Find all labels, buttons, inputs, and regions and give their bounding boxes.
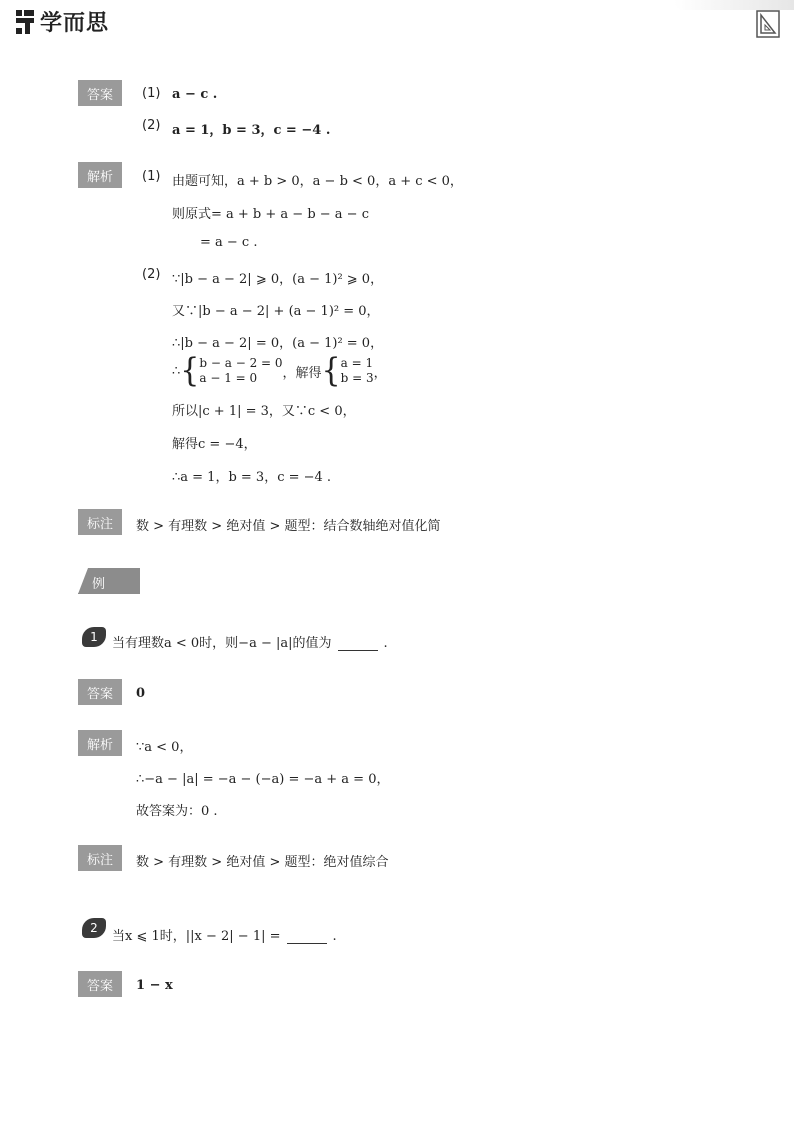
- solution-line: 故答案为：0 .: [136, 804, 218, 819]
- left-brace-icon: {: [180, 351, 200, 390]
- solution-tag: 解析: [78, 162, 122, 188]
- answer-part-1-number: (1): [142, 86, 161, 101]
- question-period: .: [383, 636, 388, 651]
- solution-line: 所以|c + 1| = 3，又∵c < 0，: [172, 404, 356, 419]
- note-tag: 标注: [78, 509, 122, 535]
- brand-mark-icon: [14, 8, 36, 36]
- question-stem: 当x ⩽ 1时，||x − 2| − 1| =: [112, 929, 281, 944]
- solution-line: ∵a < 0，: [136, 740, 193, 755]
- answer-part-1: a − c .: [172, 87, 218, 102]
- solution-line: 则原式= a + b + a − b − a − c: [172, 207, 369, 222]
- solution-line: 解得c = −4，: [172, 437, 257, 452]
- header-decoration: [674, 0, 794, 10]
- question-text: [112, 925, 337, 944]
- solution-line: 由题可知，a + b > 0，a − b < 0，a + c < 0，: [172, 174, 463, 189]
- therefore-symbol: ∴: [172, 363, 181, 379]
- question-number-badge: 1: [82, 627, 106, 647]
- question-period: .: [332, 929, 337, 944]
- question-stem: 当有理数a < 0时，则−a − |a|的值为: [112, 636, 332, 651]
- solution-line: 又∵|b − a − 2| + (a − 1)² = 0，: [172, 304, 380, 319]
- equation-system: [199, 356, 282, 386]
- brand-logo: [14, 6, 109, 37]
- equation: a = 1: [340, 356, 374, 370]
- note-text: 数 > 有理数 > 绝对值 > 题型：结合数轴绝对值化简: [136, 519, 441, 534]
- equation: a − 1 = 0: [199, 371, 258, 385]
- answer-tag: 答案: [78, 971, 122, 997]
- answer-blank: [287, 931, 327, 944]
- note-text: 数 > 有理数 > 绝对值 > 题型：绝对值综合: [136, 855, 389, 870]
- answer-value: 1 − x: [136, 978, 173, 993]
- question-number-badge: 2: [82, 918, 106, 938]
- question-text: [112, 632, 388, 651]
- brand-name: 学而思: [40, 11, 110, 36]
- solution-line: ∴a = 1，b = 3，c = −4 .: [172, 470, 332, 485]
- solution-part-1-number: (1): [142, 169, 161, 184]
- left-brace-icon: {: [321, 351, 341, 390]
- solution-part-2-number: (2): [142, 267, 161, 282]
- comma: ，: [373, 365, 387, 381]
- equation: b − a − 2 = 0: [199, 356, 283, 370]
- answer-part-2: a = 1，b = 3，c = −4 .: [172, 123, 331, 138]
- ruler-icon: [756, 10, 780, 38]
- solution-line: ∵|b − a − 2| ⩾ 0，(a − 1)² ⩾ 0，: [172, 272, 384, 287]
- solve-text: ，解得: [282, 365, 322, 381]
- solution-line: = a − c .: [200, 235, 258, 250]
- solution-tag: 解析: [78, 730, 122, 756]
- answer-tag: 答案: [78, 80, 122, 106]
- answer-tag: 答案: [78, 679, 122, 705]
- solution-line: ∴|b − a − 2| = 0，(a − 1)² = 0，: [172, 336, 384, 351]
- solution-system-line: [172, 351, 387, 390]
- answer-value: 0: [136, 686, 146, 701]
- solution-line: ∴−a − |a| = −a − (−a) = −a + a = 0，: [136, 772, 390, 787]
- answer-part-2-number: (2): [142, 118, 161, 133]
- answer-blank: [338, 638, 378, 651]
- example-section-label: 例题3: [92, 577, 106, 626]
- equation: b = 3: [340, 371, 374, 385]
- solution-system: [341, 356, 374, 386]
- note-tag: 标注: [78, 845, 122, 871]
